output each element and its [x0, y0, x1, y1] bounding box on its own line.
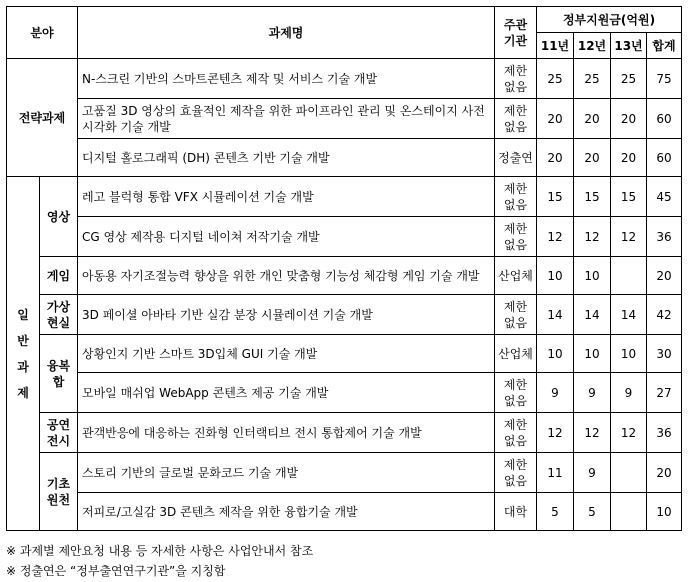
value-y13: 20 [611, 139, 647, 177]
value-y11: 20 [537, 139, 574, 177]
agency-cell: 제한 없음 [495, 453, 537, 493]
subcategory-label: 영상 [40, 177, 78, 257]
value-y13: 9 [611, 373, 647, 413]
header-year: 13년 [611, 33, 647, 59]
header-agency: 주관 기관 [495, 7, 537, 59]
value-y11: 5 [537, 493, 574, 531]
subcategory-label: 가상 현실 [40, 295, 78, 335]
value-y13: 12 [611, 413, 647, 453]
project-title: 레고 블럭형 통합 VFX 시뮬레이션 기술 개발 [78, 177, 495, 217]
value-total: 30 [647, 335, 682, 373]
agency-cell: 제한 없음 [495, 59, 537, 99]
value-y12: 14 [574, 295, 611, 335]
value-y11: 10 [537, 257, 574, 295]
project-title: 3D 페이셜 아바타 기반 실감 분장 시뮬레이션 기술 개발 [78, 295, 495, 335]
project-title: 아동용 자기조절능력 향상을 위한 개인 맞춤형 기능성 체감형 게임 기술 개발 [78, 257, 495, 295]
value-y11: 10 [537, 335, 574, 373]
header-year: 12년 [574, 33, 611, 59]
value-y11: 25 [537, 59, 574, 99]
project-title: 관객반응에 대응하는 진화형 인터랙티브 전시 통합제어 기술 개발 [78, 413, 495, 453]
value-y12: 20 [574, 99, 611, 139]
value-y13: 25 [611, 59, 647, 99]
table-row [7, 217, 682, 257]
agency-cell: 제한 없음 [495, 373, 537, 413]
table-row [7, 177, 682, 217]
agency-cell: 대학 [495, 493, 537, 531]
category-strategic: 전략과제 [7, 59, 78, 177]
value-y13: 12 [611, 217, 647, 257]
value-total: 20 [647, 453, 682, 493]
table-row [7, 493, 682, 531]
subcategory-label: 게임 [40, 257, 78, 295]
footnote: ※ 정출연은 “정부출연연구기관”을 지칭함 [6, 564, 226, 578]
table-row [7, 373, 682, 413]
project-title: N-스크린 기반의 스마트콘텐츠 제작 및 서비스 기술 개발 [78, 59, 495, 99]
value-total: 45 [647, 177, 682, 217]
value-y11: 12 [537, 217, 574, 257]
value-total: 36 [647, 413, 682, 453]
header-support: 정부지원금(억원) [537, 7, 682, 33]
table-row [7, 453, 682, 493]
value-y13: 15 [611, 177, 647, 217]
value-y12: 15 [574, 177, 611, 217]
table-row [7, 257, 682, 295]
agency-cell: 제한 없음 [495, 99, 537, 139]
value-total: 10 [647, 493, 682, 531]
value-y11: 12 [537, 413, 574, 453]
value-total: 75 [647, 59, 682, 99]
table-row [7, 335, 682, 373]
project-title: 디지털 홀로그래픽 (DH) 콘텐츠 기반 기술 개발 [78, 139, 495, 177]
agency-cell: 제한 없음 [495, 177, 537, 217]
value-y12: 25 [574, 59, 611, 99]
table-row [7, 413, 682, 453]
subcategory-label: 공연 전시 [40, 413, 78, 453]
agency-cell: 제한 없음 [495, 413, 537, 453]
table-row [7, 295, 682, 335]
footnote: ※ 과제별 제안요청 내용 등 자세한 사항은 사업안내서 참조 [6, 544, 314, 558]
agency-cell: 제한 없음 [495, 295, 537, 335]
agency-cell: 산업체 [495, 257, 537, 295]
value-y12: 20 [574, 139, 611, 177]
header-total: 합계 [647, 33, 682, 59]
value-y11: 9 [537, 373, 574, 413]
value-y12: 9 [574, 373, 611, 413]
value-y12: 5 [574, 493, 611, 531]
value-total: 20 [647, 257, 682, 295]
agency-cell: 정출연 [495, 139, 537, 177]
project-title: 상황인지 기반 스마트 3D입체 GUI 기술 개발 [78, 335, 495, 373]
value-total: 42 [647, 295, 682, 335]
header-title: 과제명 [78, 7, 495, 59]
value-y12: 9 [574, 453, 611, 493]
value-y13 [611, 453, 647, 493]
value-total: 60 [647, 99, 682, 139]
header-year: 11년 [537, 33, 574, 59]
value-y12: 10 [574, 335, 611, 373]
table-row [7, 139, 682, 177]
value-y13 [611, 493, 647, 531]
value-total: 60 [647, 139, 682, 177]
value-total: 36 [647, 217, 682, 257]
subcategory-label: 기초 원천 [40, 453, 78, 531]
header-field: 분야 [7, 7, 78, 59]
value-y12: 10 [574, 257, 611, 295]
agency-cell: 제한 없음 [495, 217, 537, 257]
value-y11: 20 [537, 99, 574, 139]
value-y13: 20 [611, 99, 647, 139]
project-title: 고품질 3D 영상의 효율적인 제작을 위한 파이프라인 관리 및 온스테이지 사전시각화 기술 개발 [78, 99, 495, 139]
value-y13 [611, 257, 647, 295]
agency-cell: 산업체 [495, 335, 537, 373]
value-y13: 14 [611, 295, 647, 335]
value-y13: 10 [611, 335, 647, 373]
table-row [7, 99, 682, 139]
project-title: 스토리 기반의 글로벌 문화코드 기술 개발 [78, 453, 495, 493]
project-title: 저피로/고실감 3D 콘텐츠 제작을 위한 융합기술 개발 [78, 493, 495, 531]
table-row [7, 59, 682, 99]
value-y11: 11 [537, 453, 574, 493]
category-general: 일 반 과 제 [7, 177, 40, 531]
value-y12: 12 [574, 217, 611, 257]
value-y12: 12 [574, 413, 611, 453]
project-title: 모바일 매쉬업 WebApp 콘텐츠 제공 기술 개발 [78, 373, 495, 413]
project-table [6, 6, 682, 531]
value-total: 27 [647, 373, 682, 413]
value-y11: 14 [537, 295, 574, 335]
footnotes [6, 541, 313, 581]
value-y11: 15 [537, 177, 574, 217]
subcategory-label: 융복 합 [40, 335, 78, 413]
project-title: CG 영상 제작용 디지털 네이쳐 저작기술 개발 [78, 217, 495, 257]
